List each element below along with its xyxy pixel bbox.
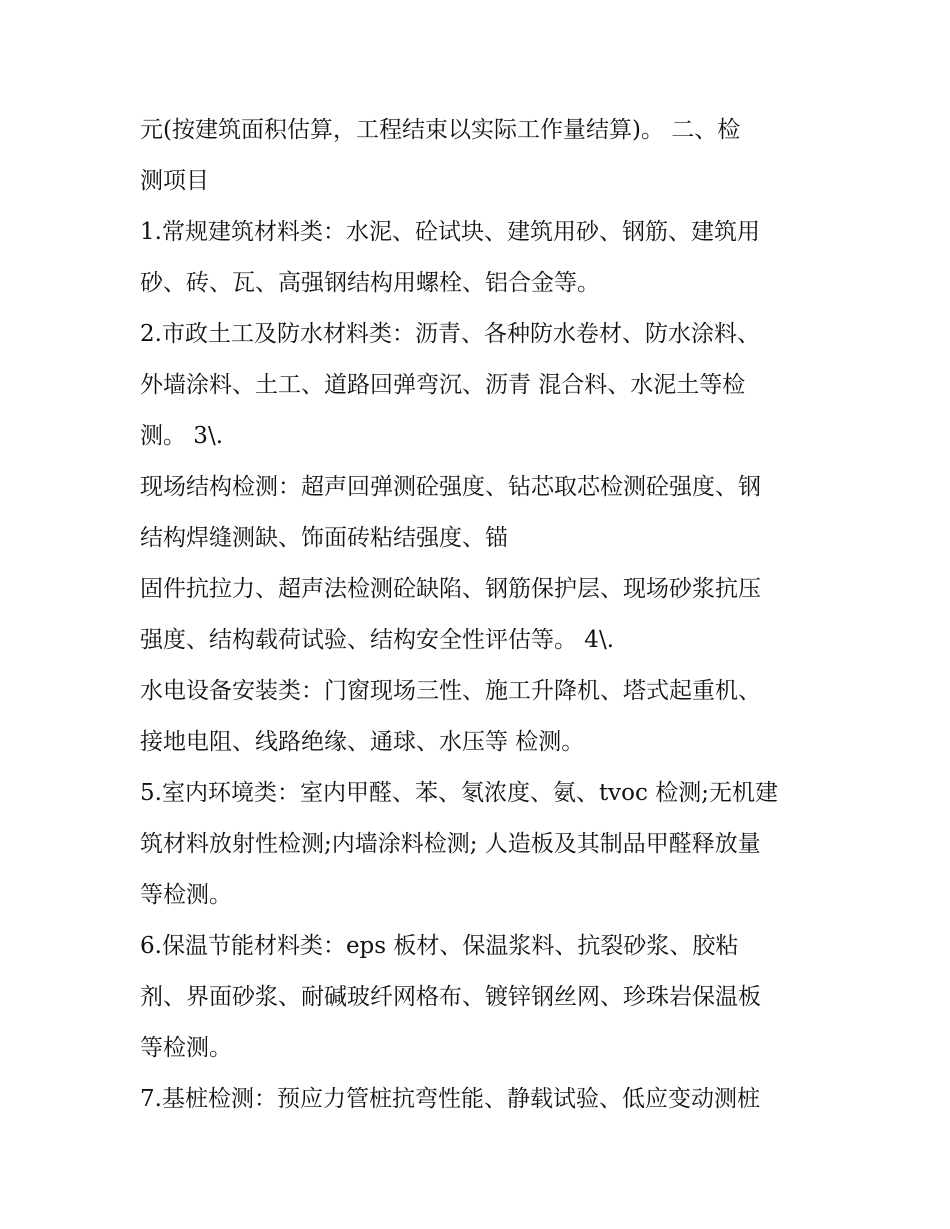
- text-line: 元(按建筑面积估算，工程结束以实际工作量结算)。 二、检: [140, 117, 741, 143]
- text-line: 剂、界面砂浆、耐碱玻纤网格布、镀锌钢丝网、珍珠岩保温板: [140, 984, 761, 1010]
- text-line: 筑材料放射性检测;内墙涂料检测; 人造板及其制品甲醛释放量: [140, 831, 761, 857]
- text-line: 现场结构检测：超声回弹测砼强度、钻芯取芯检测砼强度、钢: [140, 474, 761, 500]
- document-body: [140, 105, 830, 1125]
- text-line: 1.常规建筑材料类：水泥、砼试块、建筑用砂、钢筋、建筑用: [140, 219, 760, 245]
- text-line: 2.市政土工及防水材料类：沥青、各种防水卷材、防水涂料、: [140, 321, 760, 347]
- text-line: 水电设备安装类：门窗现场三性、施工升降机、塔式起重机、: [140, 678, 761, 704]
- text-line: 强度、结构载荷试验、结构安全性评估等。 4\.: [140, 627, 615, 653]
- text-line: 测。 3\.: [140, 423, 224, 449]
- text-line: 固件抗拉力、超声法检测砼缺陷、钢筋保护层、现场砂浆抗压: [140, 576, 761, 602]
- text-line: 砂、砖、瓦、高强钢结构用螺栓、铝合金等。: [140, 270, 600, 296]
- text-line: 等检测。: [140, 882, 232, 908]
- text-line: 5.室内环境类：室内甲醛、苯、氡浓度、氨、tvoc 检测;无机建: [140, 780, 778, 806]
- text-line: 等检测。: [140, 1035, 232, 1061]
- text-line: 结构焊缝测缺、饰面砖粘结强度、锚: [140, 525, 508, 551]
- text-line: 7.基桩检测：预应力管桩抗弯性能、静载试验、低应变动测桩: [140, 1086, 760, 1112]
- text-line: 接地电阻、线路绝缘、通球、水压等 检测。: [140, 729, 585, 755]
- text-line: 外墙涂料、土工、道路回弹弯沉、沥青 混合料、水泥土等检: [140, 372, 746, 398]
- text-line: 测项目: [140, 168, 209, 194]
- text-line: 6.保温节能材料类：eps 板材、保温浆料、抗裂砂浆、胶粘: [140, 933, 739, 959]
